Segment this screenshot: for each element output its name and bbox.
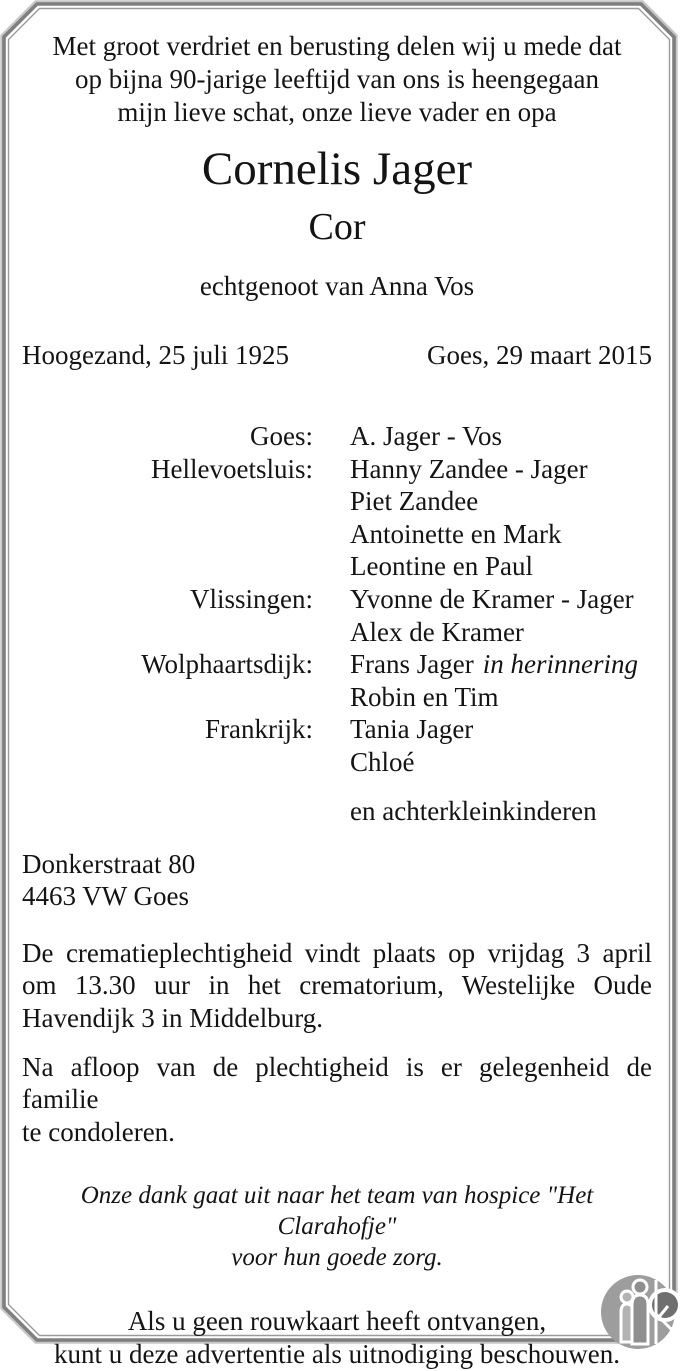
thanks-note: Onze dank gaat uit naar het team van hospice "Het Clarahofje" voor hun goede zorg.	[80, 1182, 594, 1272]
family-place: Vlissingen:	[189, 583, 313, 614]
address-street: Donkerstraat 80	[22, 848, 196, 879]
family-place	[22, 681, 313, 714]
family-member: Frans Jager in herinnering	[350, 649, 638, 680]
family-place: Hellevoetsluis:	[151, 453, 313, 484]
family-place: Goes:	[250, 421, 313, 451]
family-list	[22, 420, 652, 779]
memorial-publisher-logo	[598, 1272, 682, 1348]
family-member: Piet Zandee	[350, 486, 479, 517]
deceased-nickname: Cor	[308, 206, 366, 248]
ceremony-paragraph: De crematieplechtigheid vindt plaats op vrijdag 3 april om 13.30 uur in het crematorium, Westelijke Oude Havendijk 3 in Middelburg.	[22, 937, 652, 1033]
intro-line: mijn lieve schat, onze lieve vader en opa	[117, 97, 557, 127]
family-place	[22, 746, 313, 779]
death-place-date: Goes, 29 maart 2015	[427, 340, 652, 370]
deceased-relation: echtgenoot van Anna Vos	[199, 271, 475, 301]
family-member: Robin en Tim	[350, 681, 499, 712]
invitation-note: Als u geen rouwkaart heeft ontvangen, kunt u deze advertentie als uitnodiging beschouwen.	[53, 1306, 621, 1370]
family-member: Chloé	[350, 746, 415, 777]
intro-line: op bijna 90-jarige leeftijd van ons is heengegaan	[74, 64, 600, 94]
address-city: 4463 VW Goes	[22, 881, 189, 912]
family-place: Wolphaartsdijk:	[141, 649, 313, 680]
family-place: Frankrijk:	[205, 714, 313, 745]
family-place	[22, 616, 313, 649]
correspondence-address	[22, 848, 652, 913]
family-member: A. Jager - Vos	[350, 421, 502, 451]
family-closing: en achterkleinkinderen	[350, 795, 597, 826]
family-member: Antoinette en Mark	[350, 518, 562, 549]
intro-text	[22, 30, 652, 129]
family-place	[22, 485, 313, 518]
family-member: Alex de Kramer	[350, 616, 524, 647]
intro-line: Met groot verdriet en berusting delen wij u mede dat	[52, 31, 622, 61]
family-member: Leontine en Paul	[350, 551, 533, 582]
condolence-paragraph: Na afloop van de plechtigheid is er gelegenheid de familie te condoleren.	[22, 1051, 652, 1147]
deceased-name: Cornelis Jager	[201, 143, 473, 195]
family-member: Yvonne de Kramer - Jager	[350, 583, 634, 614]
family-place	[22, 518, 313, 551]
life-dates	[22, 339, 652, 372]
family-place	[22, 550, 313, 583]
family-member: Hanny Zandee - Jager	[350, 453, 588, 484]
family-member: Tania Jager	[350, 714, 474, 745]
birth-place-date: Hoogezand, 25 juli 1925	[22, 340, 289, 370]
